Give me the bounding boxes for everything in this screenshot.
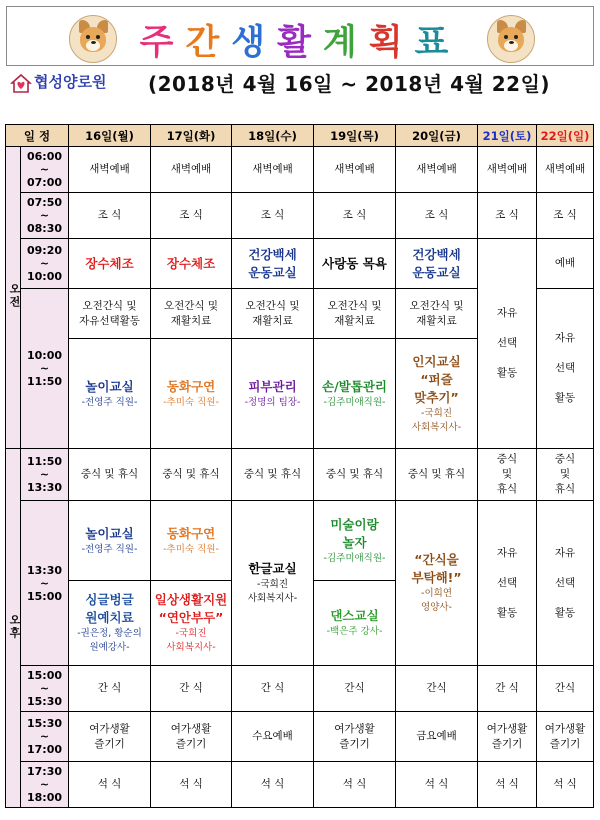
time-slot: 10:00 ~ 11:50 [21,289,69,449]
title-char: 생 [231,23,278,63]
schedule-cell: 일상생활지원 “연안부두” -국희진 사회복지사- [151,581,232,666]
schedule-table [5,124,594,808]
schedule-cell-free: 자유 선택 활동 [537,289,594,449]
schedule-cell: 석 식 [69,762,151,808]
schedule-cell: 놀이교실 -전영주 직원- [69,339,151,449]
day-header: 18일(수) [232,125,314,147]
time-slot: 13:30 ~ 15:00 [21,501,69,666]
title-char: 주 [139,23,186,63]
schedule-cell: 놀이교실 -전영주 직원- [69,501,151,581]
time-slot: 15:00 ~ 15:30 [21,666,69,712]
schedule-cell: 중식 및 휴식 [232,449,314,501]
schedule-cell: 오전간식 및 자유선택활동 [69,289,151,339]
schedule-cell: 조 식 [396,193,478,239]
schedule-cell-free: 자유 선택 활동 [537,501,594,666]
schedule-cell: 중식 및 휴식 [69,449,151,501]
schedule-cell: 간 식 [478,666,537,712]
schedule-cell: 오전간식 및 재활치료 [396,289,478,339]
schedule-cell: 새벽예배 [396,147,478,193]
schedule-cell: 조 식 [69,193,151,239]
schedule-cell: 간 식 [151,666,232,712]
time-slot: 11:50 ~ 13:30 [21,449,69,501]
schedule-cell: 피부관리 -정명의 팀장- [232,339,314,449]
title-char: 표 [414,23,461,63]
time-slot: 09:20 ~ 10:00 [21,239,69,289]
day-header: 16일(월) [69,125,151,147]
schedule-cell: 수요예배 [232,712,314,762]
schedule-cell: 조 식 [537,193,594,239]
schedule-cell: 예배 [537,239,594,289]
schedule-cell: 건강백세 운동교실 [396,239,478,289]
schedule-cell: 인지교실 “퍼즐 맞추기” -국희진 사회복지사- [396,339,478,449]
schedule-cell: 오전간식 및 재활치료 [232,289,314,339]
schedule-cell: 장수체조 [69,239,151,289]
day-header-sunday: 22일(일) [537,125,594,147]
schedule-cell: 새벽예배 [232,147,314,193]
schedule-cell: 여가생활 즐기기 [151,712,232,762]
day-header-saturday: 21일(토) [478,125,537,147]
schedule-cell: 석 식 [537,762,594,808]
schedule-cell: 건강백세 운동교실 [232,239,314,289]
schedule-cell: “간식을 부탁해!” -이희연 영양사- [396,501,478,666]
schedule-cell: 중식 및 휴식 [314,449,396,501]
schedule-cell: 석 식 [232,762,314,808]
day-header: 19일(목) [314,125,396,147]
schedule-cell: 석 식 [151,762,232,808]
time-slot: 15:30 ~ 17:00 [21,712,69,762]
period-pm: 오후 [6,449,21,808]
schedule-cell: 싱글벙글 원예치료 -권은정, 황순의 원예강사- [69,581,151,666]
time-slot: 06:00 ~ 07:00 [21,147,69,193]
schedule-cell: 오전간식 및 재활치료 [151,289,232,339]
schedule-cell-free: 자유 선택 활동 [478,501,537,666]
schedule-cell: 여가생활 즐기기 [537,712,594,762]
schedule-cell: 사랑동 목욕 [314,239,396,289]
org-name: 협성양로원 [34,73,107,91]
schedule-cell: 간 식 [69,666,151,712]
schedule-cell: 동화구연 -추미숙 직원- [151,339,232,449]
org-logo [10,71,106,93]
schedule-cell: 석 식 [478,762,537,808]
schedule-cell: 간 식 [232,666,314,712]
day-header: 20일(금) [396,125,478,147]
title-banner [6,6,594,66]
schedule-cell: 오전간식 및 재활치료 [314,289,396,339]
title-char: 획 [368,23,415,63]
schedule-cell-free: 자유 선택 활동 [478,239,537,449]
schedule-cell: 중식 및 휴식 [478,449,537,501]
title-char: 계 [322,23,369,63]
schedule-cell: 장수체조 [151,239,232,289]
schedule-cell: 미술이랑 놀자 -김주미애직원- [314,501,396,581]
schedule-cell: 조 식 [314,193,396,239]
schedule-cell: 조 식 [232,193,314,239]
day-header: 17일(화) [151,125,232,147]
schedule-cell: 조 식 [478,193,537,239]
schedule-cell: 손/발톱관리 -김주미애직원- [314,339,396,449]
schedule-cell: 조 식 [151,193,232,239]
schedule-cell: 중식 및 휴식 [396,449,478,501]
schedule-cell: 여가생활 즐기기 [69,712,151,762]
time-slot: 07:50 ~ 08:30 [21,193,69,239]
title-char: 활 [277,23,323,63]
schedule-cell: 중식 및 휴식 [151,449,232,501]
schedule-cell: 새벽예배 [151,147,232,193]
house-heart-icon [10,73,32,93]
date-range: (2018년 4월 16일 ~ 2018년 4월 22일) [148,72,551,96]
schedule-cell: 새벽예배 [314,147,396,193]
schedule-cell: 새벽예배 [537,147,594,193]
schedule-cell: 댄스교실 -백은주 강사- [314,581,396,666]
schedule-cell: 동화구연 -추미숙 직원- [151,501,232,581]
schedule-cell: 중식 및 휴식 [537,449,594,501]
schedule-header: 일 정 [6,125,69,147]
schedule-cell: 금요예배 [396,712,478,762]
schedule-cell: 석 식 [314,762,396,808]
schedule-cell: 한글교실 -국희진 사회복지사- [232,501,314,666]
schedule-cell: 간식 [314,666,396,712]
shiba-dog-icon [487,15,535,63]
schedule-cell: 간식 [396,666,478,712]
schedule-cell: 새벽예배 [69,147,151,193]
schedule-cell: 여가생활 즐기기 [314,712,396,762]
schedule-cell: 여가생활 즐기기 [478,712,537,762]
schedule-cell: 새벽예배 [478,147,537,193]
period-am: 오전 [6,147,21,449]
schedule-cell: 간식 [537,666,594,712]
title-char: 간 [185,23,232,63]
schedule-cell: 석 식 [396,762,478,808]
time-slot: 17:30 ~ 18:00 [21,762,69,808]
